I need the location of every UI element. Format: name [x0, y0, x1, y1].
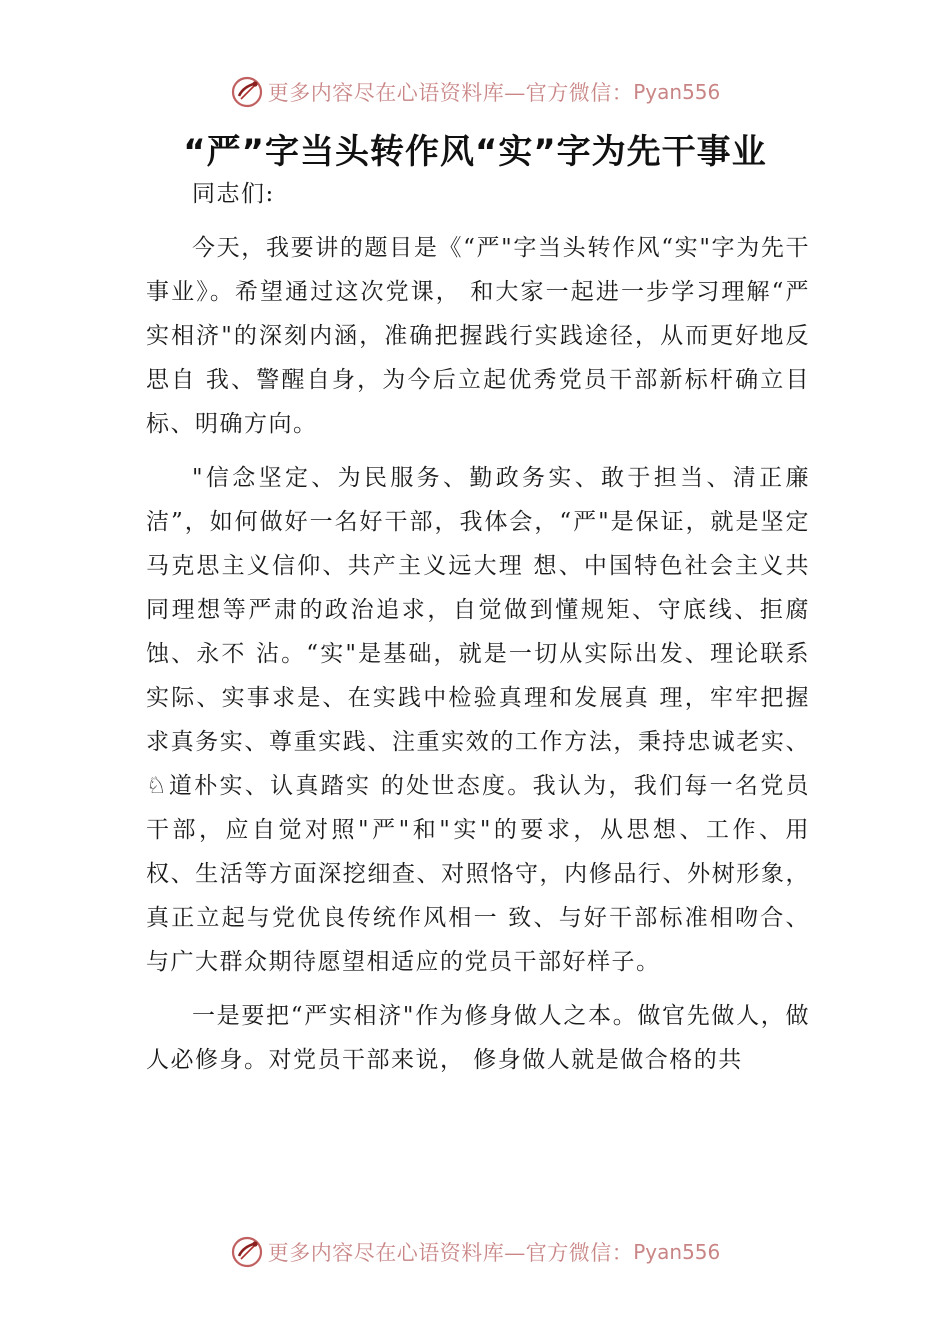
- logo-icon: [230, 75, 264, 109]
- watermark-text: 更多内容尽在心语资料库—官方微信：: [267, 1241, 634, 1265]
- watermark-banner-bottom: [0, 1232, 950, 1272]
- document-body: [146, 172, 810, 1092]
- greeting: 同志们:: [192, 181, 275, 207]
- document-title: “严”字当头转作风“实”字为先干事业: [183, 132, 767, 172]
- paragraph: "信念坚定、为民服务、勤政务实、敢于担当、清正廉洁”，如何做好一名好干部，我体会，“严"是保证，就是坚定马克思主义信仰、共产主义远大理 想、中国特色社会主义共同理想等严肃的政治追求，自觉做到懂规矩、守底线、拒腐蚀、永不 沾。“实"是基础，就是一切从实际出发、理论联系实际、实事求是、在实践中检验真理和发展真 理，牢牢把握求真务实、尊重实践、注重实效的工作方法，秉持忠诚老实、♘道朴实、认真踏实 的处世态度。我认为，我们每一名党员干部，应自觉对照"严"和"实"的要求，从思想、工作、用 权、生活等方面深挖细查、对照恪守，内修品行、外树形象，真正立起与党优良传统作风相一 致、与好干部标准相吻合、与广大群众期待愿望相适应的党员干部好样子。: [146, 465, 810, 975]
- watermark-text: 更多内容尽在心语资料库—官方微信：: [267, 81, 634, 105]
- watermark-id: Pyan556: [633, 1240, 721, 1264]
- watermark-id: Pyan556: [633, 80, 721, 104]
- watermark-banner-top: [0, 72, 950, 112]
- logo-icon: [230, 1235, 264, 1269]
- paragraph: 今天，我要讲的题目是《“严"字当头转作风“实"字为先干事业》。希望通过这次党课， 和大家一起进一步学习理解“严实相济"的深刻内涵，准确把握践行实践途径，从而更好地反思自 我、警醒自身，为今后立起优秀党员干部新标杆确立目标、明确方向。: [146, 235, 810, 437]
- paragraph: 一是要把“严实相济"作为修身做人之本。做官先做人，做人必修身。对党员干部来说， 修身做人就是做合格的共: [146, 1003, 810, 1073]
